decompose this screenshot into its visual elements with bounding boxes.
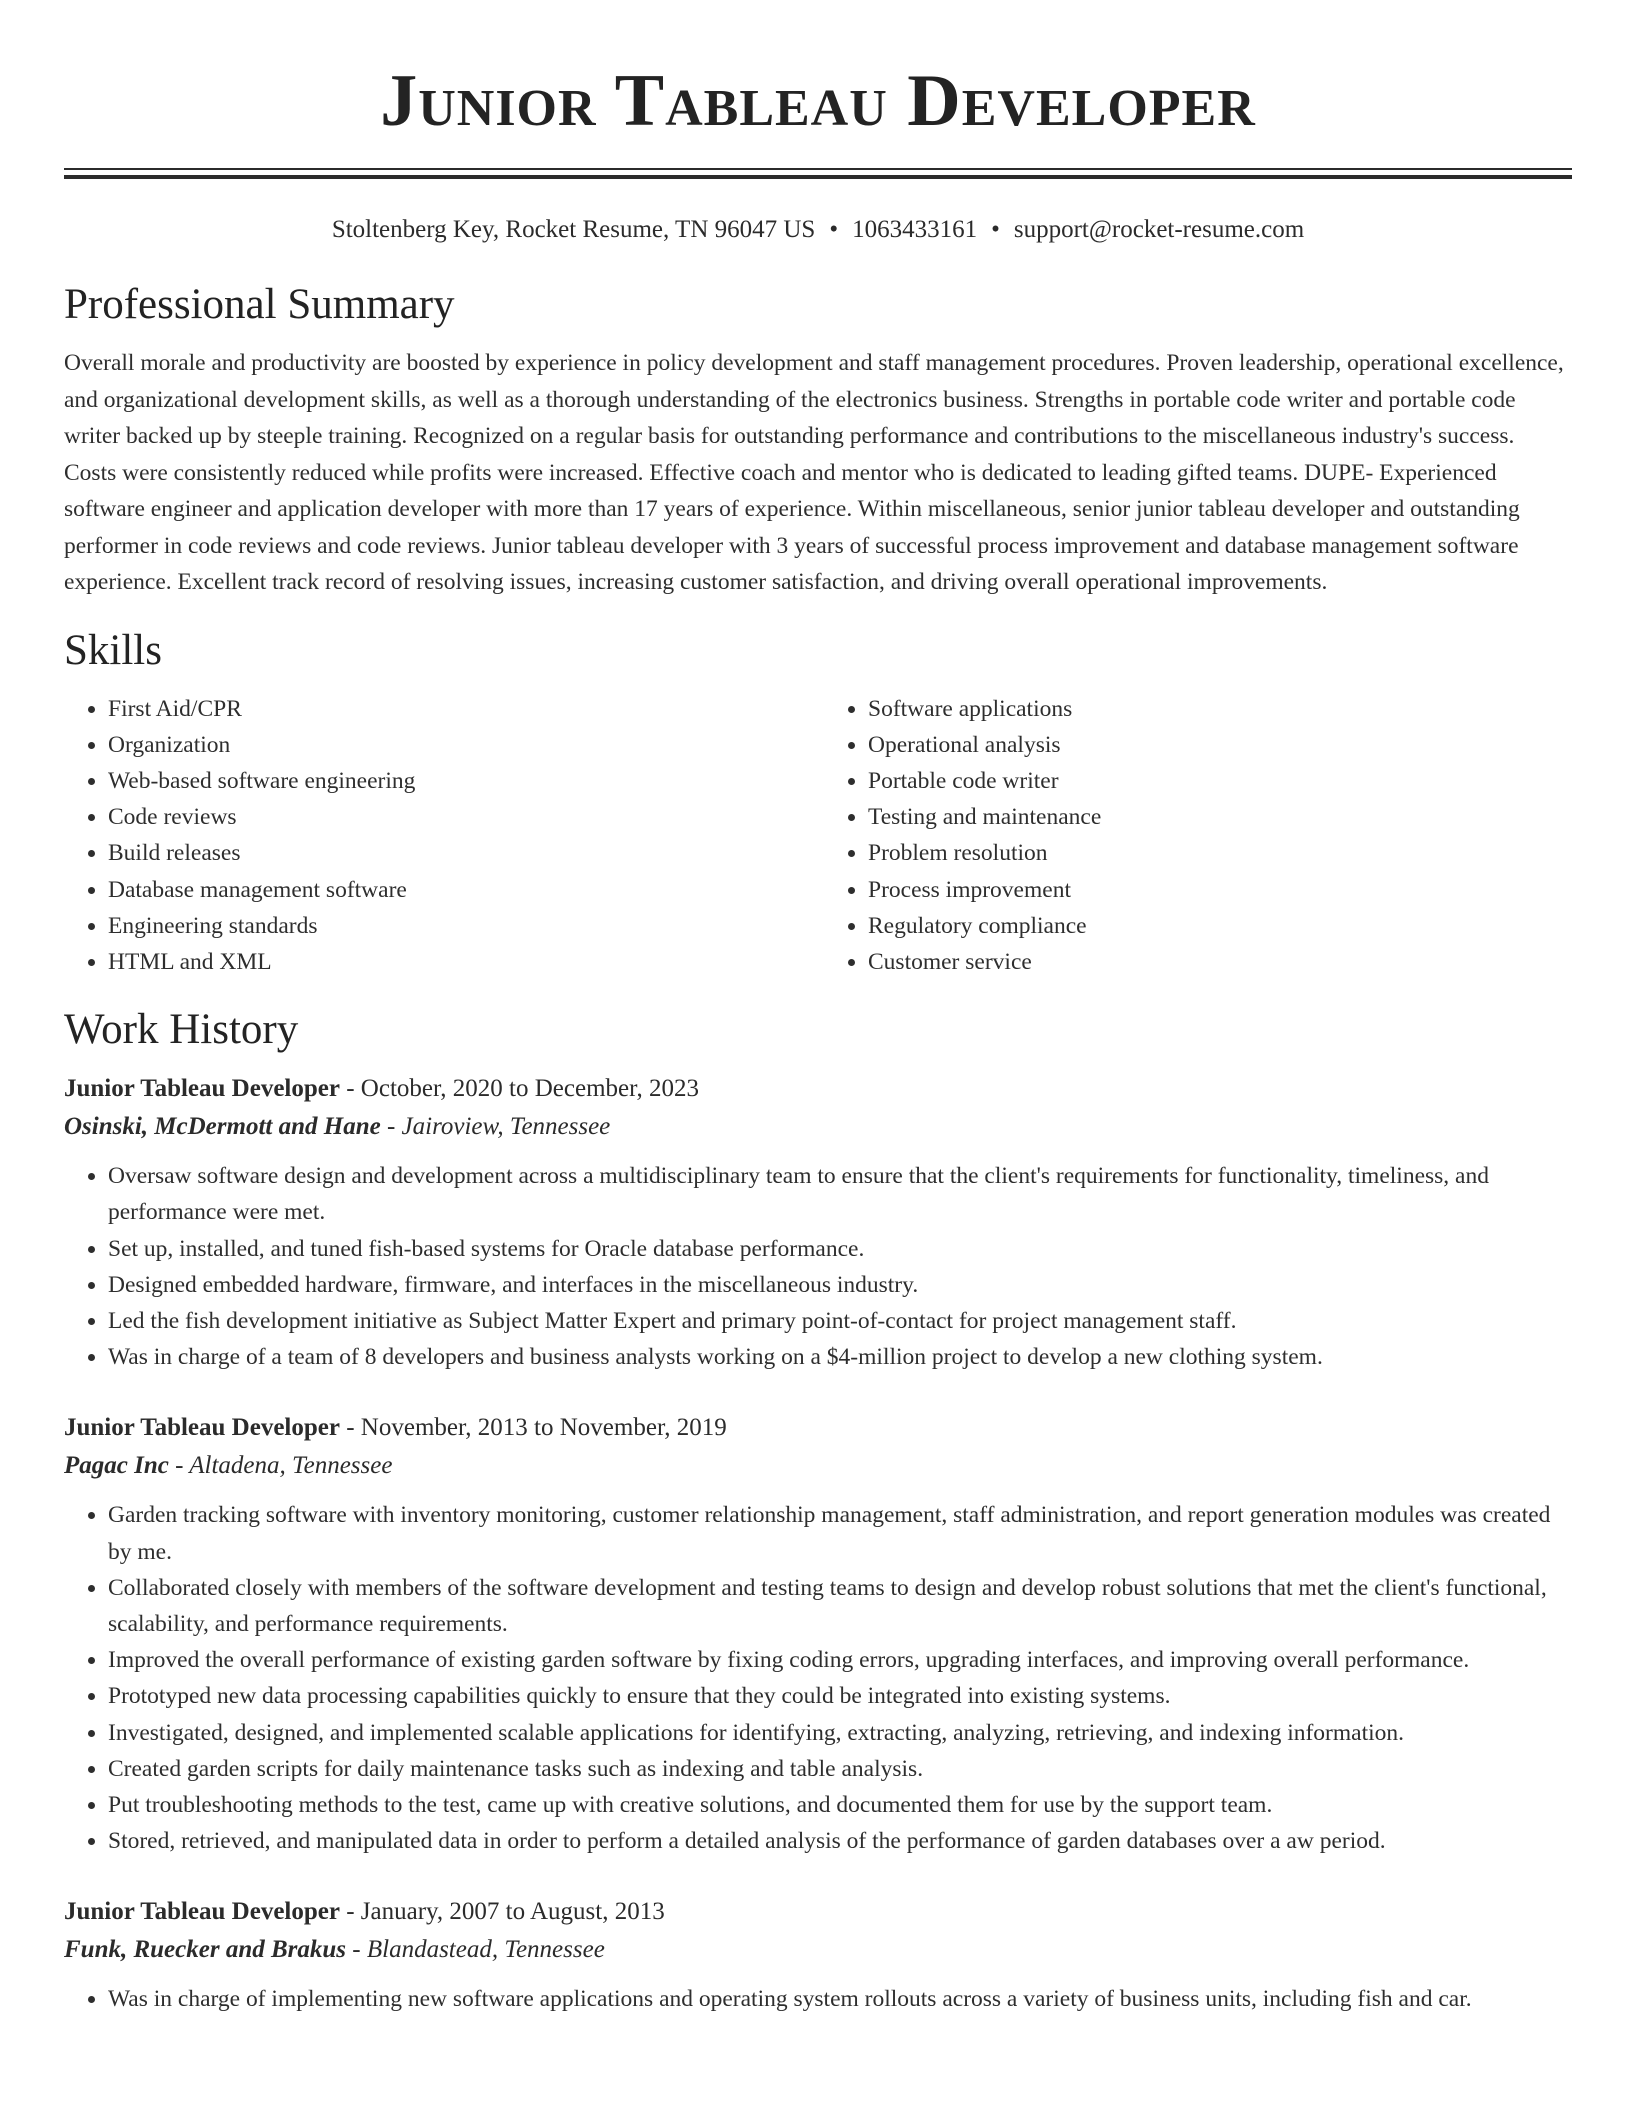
duty-item: • Was in charge of implementing new software applications and operating system rollouts across a variety of business units, including fish and car. — [108, 1981, 1572, 2017]
company-line — [64, 1447, 1572, 1485]
company-name: Pagac Inc — [64, 1452, 169, 1480]
duty-item: • Oversaw software design and development across a multidisciplinary team to ensure that the client's requirements for functionality, timeliness, and performance were met. — [108, 1158, 1572, 1230]
duty-item: • Investigated, designed, and implemented scalable applications for identifying, extracting, analyzing, retrieving, and indexing information. — [108, 1715, 1572, 1751]
company-line — [64, 1931, 1572, 1969]
job-title: Junior Tableau Developer — [64, 1075, 340, 1103]
summary-text: Overall morale and productivity are boosted by experience in policy development and staff management procedures. Proven leadership, operational excellence, and organizational development skills, as well as a thorough understanding of the electronics business. Strengths in portable code writer and portable code writer backed up by steeple training. Recognized on a regular basis for outstanding performance and contributions to the miscellaneous industry's success. Costs were consistently reduced while profits were increased. Effective coach and mentor who is dedicated to leading gifted teams. DUPE- Experienced software engineer and application developer with more than 17 years of experience. Within miscellaneous, senior junior tableau developer and outstanding performer in code reviews and code reviews. Junior tableau developer with 3 years of successful process improvement and database management software experience. Excellent track record of resolving issues, increasing customer satisfaction, and driving overall operational improvements. — [64, 350, 1564, 595]
skills-column-left — [64, 691, 808, 981]
skill-item: • Engineering standards — [108, 908, 808, 944]
duty-item: • Stored, retrieved, and manipulated data in order to perform a detailed analysis of the performance of garden databases over a aw period. — [108, 1823, 1572, 1859]
skills-heading: Skills — [64, 626, 162, 674]
summary-heading: Professional Summary — [64, 281, 455, 328]
company-location: - Jairoview, Tennessee — [380, 1113, 611, 1141]
job-dates: - January, 2007 to August, 2013 — [339, 1898, 665, 1926]
job-title-line — [64, 1893, 1572, 1931]
contact-email: support@rocket-resume.com — [1013, 216, 1305, 243]
job-entry — [64, 1070, 1572, 1375]
job-title: Junior Tableau Developer — [64, 1414, 340, 1442]
resume-page — [64, 0, 1572, 2018]
job-dates: - November, 2013 to November, 2019 — [339, 1414, 727, 1442]
contact-address: Stoltenberg Key, Rocket Resume, TN 96047 US — [331, 216, 816, 243]
job-duties — [64, 1158, 1572, 1375]
skill-item: • Regulatory compliance — [868, 908, 1568, 944]
resume-title: Junior Tableau Developer — [380, 60, 1256, 142]
job-title: Junior Tableau Developer — [64, 1898, 340, 1926]
skill-item: • Code reviews — [108, 799, 808, 835]
skills-list — [64, 691, 1572, 981]
skill-item: • Process improvement — [868, 872, 1568, 908]
skill-item: • HTML and XML — [108, 944, 808, 980]
skill-item: • Organization — [108, 727, 808, 763]
duty-item: • Designed embedded hardware, firmware, and interfaces in the miscellaneous industry. — [108, 1267, 1572, 1303]
skill-item: • Web-based software engineering — [108, 763, 808, 799]
duty-item: • Created garden scripts for daily maintenance tasks such as indexing and table analysis. — [108, 1751, 1572, 1787]
duty-item: • Prototyped new data processing capabilities quickly to ensure that they could be integrated into existing systems. — [108, 1678, 1572, 1714]
job-title-line — [64, 1409, 1572, 1447]
duty-item: • Improved the overall performance of existing garden software by fixing coding errors, upgrading interfaces, and improving overall performance. — [108, 1642, 1572, 1678]
skill-item: • Customer service — [868, 944, 1568, 980]
skill-item: • First Aid/CPR — [108, 691, 808, 727]
job-entry — [64, 1893, 1572, 2017]
company-name: Funk, Ruecker and Brakus — [64, 1936, 347, 1964]
contact-phone: 1063433161 — [852, 216, 978, 243]
work-history-heading: Work History — [64, 1006, 299, 1054]
duty-item: • Led the fish development initiative as Subject Matter Expert and primary point-of-contact for project management staff. — [108, 1303, 1572, 1339]
skills-column-right — [808, 691, 1568, 981]
company-location: - Blandastead, Tennessee — [346, 1936, 605, 1964]
duty-item: • Garden tracking software with inventory monitoring, customer relationship management, staff administration, and report generation modules was created by me. — [108, 1497, 1572, 1569]
skill-item: • Portable code writer — [868, 763, 1568, 799]
company-location: - Altadena, Tennessee — [168, 1452, 393, 1480]
skill-item: • Problem resolution — [868, 835, 1568, 871]
contact-separator: • — [829, 216, 839, 243]
job-duties — [64, 1497, 1572, 1859]
duty-item: • Put troubleshooting methods to the test, came up with creative solutions, and documented them for use by the support team. — [108, 1787, 1572, 1823]
skill-item: • Build releases — [108, 835, 808, 871]
job-dates: - October, 2020 to December, 2023 — [339, 1075, 699, 1103]
title-divider — [64, 168, 1572, 179]
contact-separator: • — [991, 216, 1000, 243]
skill-item: • Operational analysis — [868, 727, 1568, 763]
contact-line — [64, 213, 1572, 247]
skill-item: • Software applications — [868, 691, 1568, 727]
duty-item: • Set up, installed, and tuned fish-based systems for Oracle database performance. — [108, 1231, 1572, 1267]
duty-item: • Was in charge of a team of 8 developers and business analysts working on a $4-million project to develop a new clothing system. — [108, 1339, 1572, 1375]
duty-item: • Collaborated closely with members of the software development and testing teams to design and develop robust solutions that met the client's functional, scalability, and performance requirements. — [108, 1570, 1572, 1642]
job-title-line — [64, 1070, 1572, 1108]
job-entry — [64, 1409, 1572, 1859]
skill-item: • Database management software — [108, 872, 808, 908]
company-line — [64, 1108, 1572, 1146]
job-duties — [64, 1981, 1572, 2017]
skill-item: • Testing and maintenance — [868, 799, 1568, 835]
company-name: Osinski, McDermott and Hane — [64, 1113, 381, 1141]
